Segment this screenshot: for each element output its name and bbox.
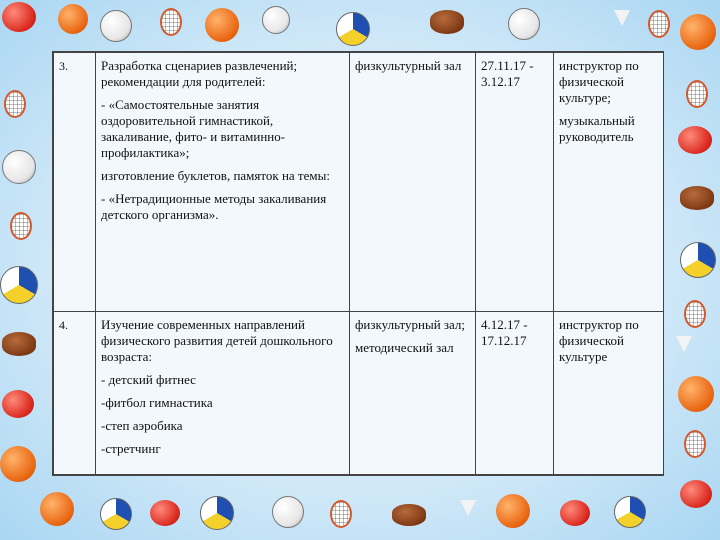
volleyball-icon bbox=[336, 12, 370, 46]
activity-text: -стретчинг bbox=[101, 441, 161, 456]
ping-pong-paddle-icon bbox=[2, 2, 36, 32]
activity-text: Изучение современных направлений физического развития детей дошкольного возраста: bbox=[101, 317, 333, 364]
volleyball-icon bbox=[200, 496, 234, 530]
activity-text: изготовление буклетов, памяток на темы: bbox=[101, 168, 330, 183]
tennis-racket-icon bbox=[330, 500, 352, 528]
soccer-ball-icon bbox=[508, 8, 540, 40]
basketball-icon bbox=[0, 446, 36, 482]
dates-cell: 27.11.17 - 3.12.17 bbox=[476, 53, 554, 312]
football-icon bbox=[430, 10, 464, 34]
table-row bbox=[54, 312, 664, 475]
basketball-icon bbox=[496, 494, 530, 528]
responsible-text: музыкальный руководитель bbox=[559, 113, 635, 144]
place-text: физкультурный зал; bbox=[355, 317, 466, 332]
basketball-icon bbox=[678, 376, 714, 412]
activity-cell bbox=[96, 312, 350, 475]
volleyball-icon bbox=[614, 496, 646, 528]
tennis-racket-icon bbox=[684, 300, 706, 328]
ping-pong-paddle-icon bbox=[678, 126, 712, 154]
basketball-icon bbox=[680, 14, 716, 50]
shuttlecock-icon bbox=[460, 500, 476, 516]
ping-pong-paddle-icon bbox=[560, 500, 590, 526]
responsible-text: инструктор по физической культуре; bbox=[559, 58, 639, 105]
basketball-icon bbox=[205, 8, 239, 42]
volleyball-icon bbox=[100, 498, 132, 530]
basketball-icon bbox=[40, 492, 74, 526]
tennis-racket-icon bbox=[10, 212, 32, 240]
responsible-text: инструктор по физической культуре bbox=[559, 317, 639, 364]
tennis-racket-icon bbox=[4, 90, 26, 118]
shuttlecock-icon bbox=[614, 10, 630, 26]
responsible-cell bbox=[554, 312, 664, 475]
volleyball-icon bbox=[680, 242, 716, 278]
responsible-cell bbox=[554, 53, 664, 312]
activity-cell bbox=[96, 53, 350, 312]
football-icon bbox=[680, 186, 714, 210]
ping-pong-paddle-icon bbox=[2, 390, 34, 418]
tennis-racket-icon bbox=[160, 8, 182, 36]
activity-text: -фитбол гимнастика bbox=[101, 395, 213, 410]
activity-text: - «Нетрадиционные методы закаливания детского организма». bbox=[101, 191, 327, 222]
soccer-ball-icon bbox=[100, 10, 132, 42]
row-number-cell: 3. bbox=[54, 53, 96, 312]
soccer-ball-icon bbox=[2, 150, 36, 184]
activity-text: - «Самостоятельные занятия оздоровительной гимнастикой, закаливание, фито- и витаминно- профилактика»; bbox=[101, 97, 286, 160]
table-row bbox=[54, 53, 664, 312]
tennis-racket-icon bbox=[648, 10, 670, 38]
tennis-racket-icon bbox=[686, 80, 708, 108]
football-icon bbox=[392, 504, 426, 526]
basketball-icon bbox=[58, 4, 88, 34]
place-cell bbox=[350, 53, 476, 312]
activity-text: -степ аэробика bbox=[101, 418, 183, 433]
soccer-ball-icon bbox=[272, 496, 304, 528]
place-text: методический зал bbox=[355, 340, 454, 355]
volleyball-icon bbox=[0, 266, 38, 304]
activity-text: - детский фитнес bbox=[101, 372, 196, 387]
soccer-ball-icon bbox=[262, 6, 290, 34]
place-text: физкультурный зал bbox=[355, 58, 462, 73]
place-cell bbox=[350, 312, 476, 475]
dates-cell: 4.12.17 - 17.12.17 bbox=[476, 312, 554, 475]
activity-text: Разработка сценариев развлечений; рекомендации для родителей: bbox=[101, 58, 298, 89]
ping-pong-paddle-icon bbox=[150, 500, 180, 526]
tennis-racket-icon bbox=[684, 430, 706, 458]
football-icon bbox=[2, 332, 36, 356]
row-number-cell: 4. bbox=[54, 312, 96, 475]
shuttlecock-icon bbox=[676, 336, 692, 352]
ping-pong-paddle-icon bbox=[680, 480, 712, 508]
plan-table-panel bbox=[52, 51, 664, 476]
plan-table bbox=[53, 52, 664, 475]
